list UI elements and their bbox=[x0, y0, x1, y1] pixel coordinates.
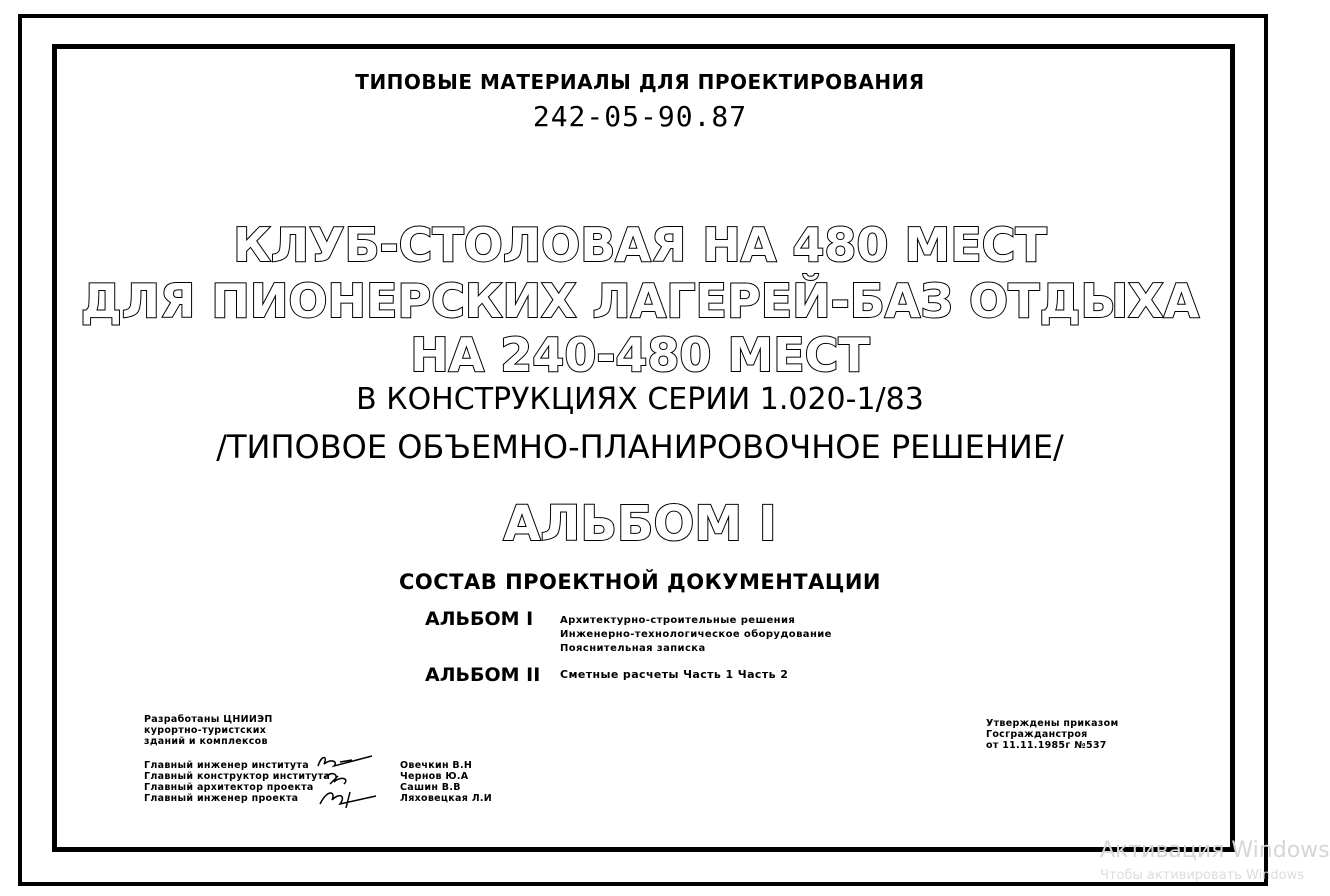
developer-block bbox=[144, 714, 273, 747]
album-1-label: АЛЬБОМ I bbox=[425, 608, 534, 630]
album-1-item: Архитектурно-строительные решения bbox=[560, 615, 796, 626]
album-2-item: Сметные расчеты Часть 1 Часть 2 bbox=[560, 668, 789, 681]
title-line-4: В КОНСТРУКЦИЯХ СЕРИИ 1.020-1/83 bbox=[356, 382, 924, 417]
title-line-3: НА 240-480 МЕСТ bbox=[410, 328, 870, 382]
activation-watermark-title: Активация Windows bbox=[1100, 838, 1330, 863]
staff-role: Главный инженер проекта bbox=[144, 793, 299, 804]
developer-line: зданий и комплексов bbox=[144, 736, 268, 747]
staff-name: Ляховецкая Л.И bbox=[400, 793, 493, 804]
album-1-item: Пояснительная записка bbox=[560, 643, 706, 654]
signatures-image bbox=[310, 752, 390, 812]
staff-name: Сашин В.В bbox=[400, 782, 461, 793]
approval-line: Госгражданстроя bbox=[986, 729, 1088, 740]
developer-line: курортно-туристских bbox=[144, 725, 267, 736]
album-title: АЛЬБОМ I bbox=[503, 496, 777, 552]
staff-role: Главный конструктор института bbox=[144, 771, 331, 782]
album-2-label: АЛЬБОМ II bbox=[425, 664, 541, 686]
staff-roles bbox=[144, 760, 330, 804]
staff-name: Овечкин В.Н bbox=[400, 760, 473, 771]
title-line-5: /ТИПОВОЕ ОБЪЕМНО-ПЛАНИРОВОЧНОЕ РЕШЕНИЕ/ bbox=[216, 428, 1064, 466]
approval-line: от 11.11.1985г №537 bbox=[986, 740, 1107, 751]
album-1-items bbox=[560, 614, 832, 656]
approval-block bbox=[986, 718, 1119, 751]
developer-line: Разработаны ЦНИИЭП bbox=[144, 714, 273, 725]
staff-role: Главный инженер института bbox=[144, 760, 309, 771]
title-line-2: ДЛЯ ПИОНЕРСКИХ ЛАГЕРЕЙ-БАЗ ОТДЫХА bbox=[80, 274, 1200, 328]
activation-watermark-subtitle: Чтобы активировать Windows bbox=[1100, 868, 1305, 883]
album-2-items bbox=[560, 668, 788, 682]
contents-heading: СОСТАВ ПРОЕКТНОЙ ДОКУМЕНТАЦИИ bbox=[399, 570, 881, 594]
series-title: ТИПОВЫЕ МАТЕРИАЛЫ ДЛЯ ПРОЕКТИРОВАНИЯ bbox=[355, 70, 925, 94]
staff-name: Чернов Ю.А bbox=[400, 771, 469, 782]
staff-role: Главный архитектор проекта bbox=[144, 782, 314, 793]
album-1-item: Инженерно-технологическое оборудование bbox=[560, 629, 832, 640]
document-code: 242-05-90.87 bbox=[532, 100, 748, 133]
staff-names bbox=[400, 760, 492, 804]
title-line-1: КЛУБ-СТОЛОВАЯ НА 480 МЕСТ bbox=[233, 218, 1047, 272]
approval-line: Утверждены приказом bbox=[986, 718, 1119, 729]
